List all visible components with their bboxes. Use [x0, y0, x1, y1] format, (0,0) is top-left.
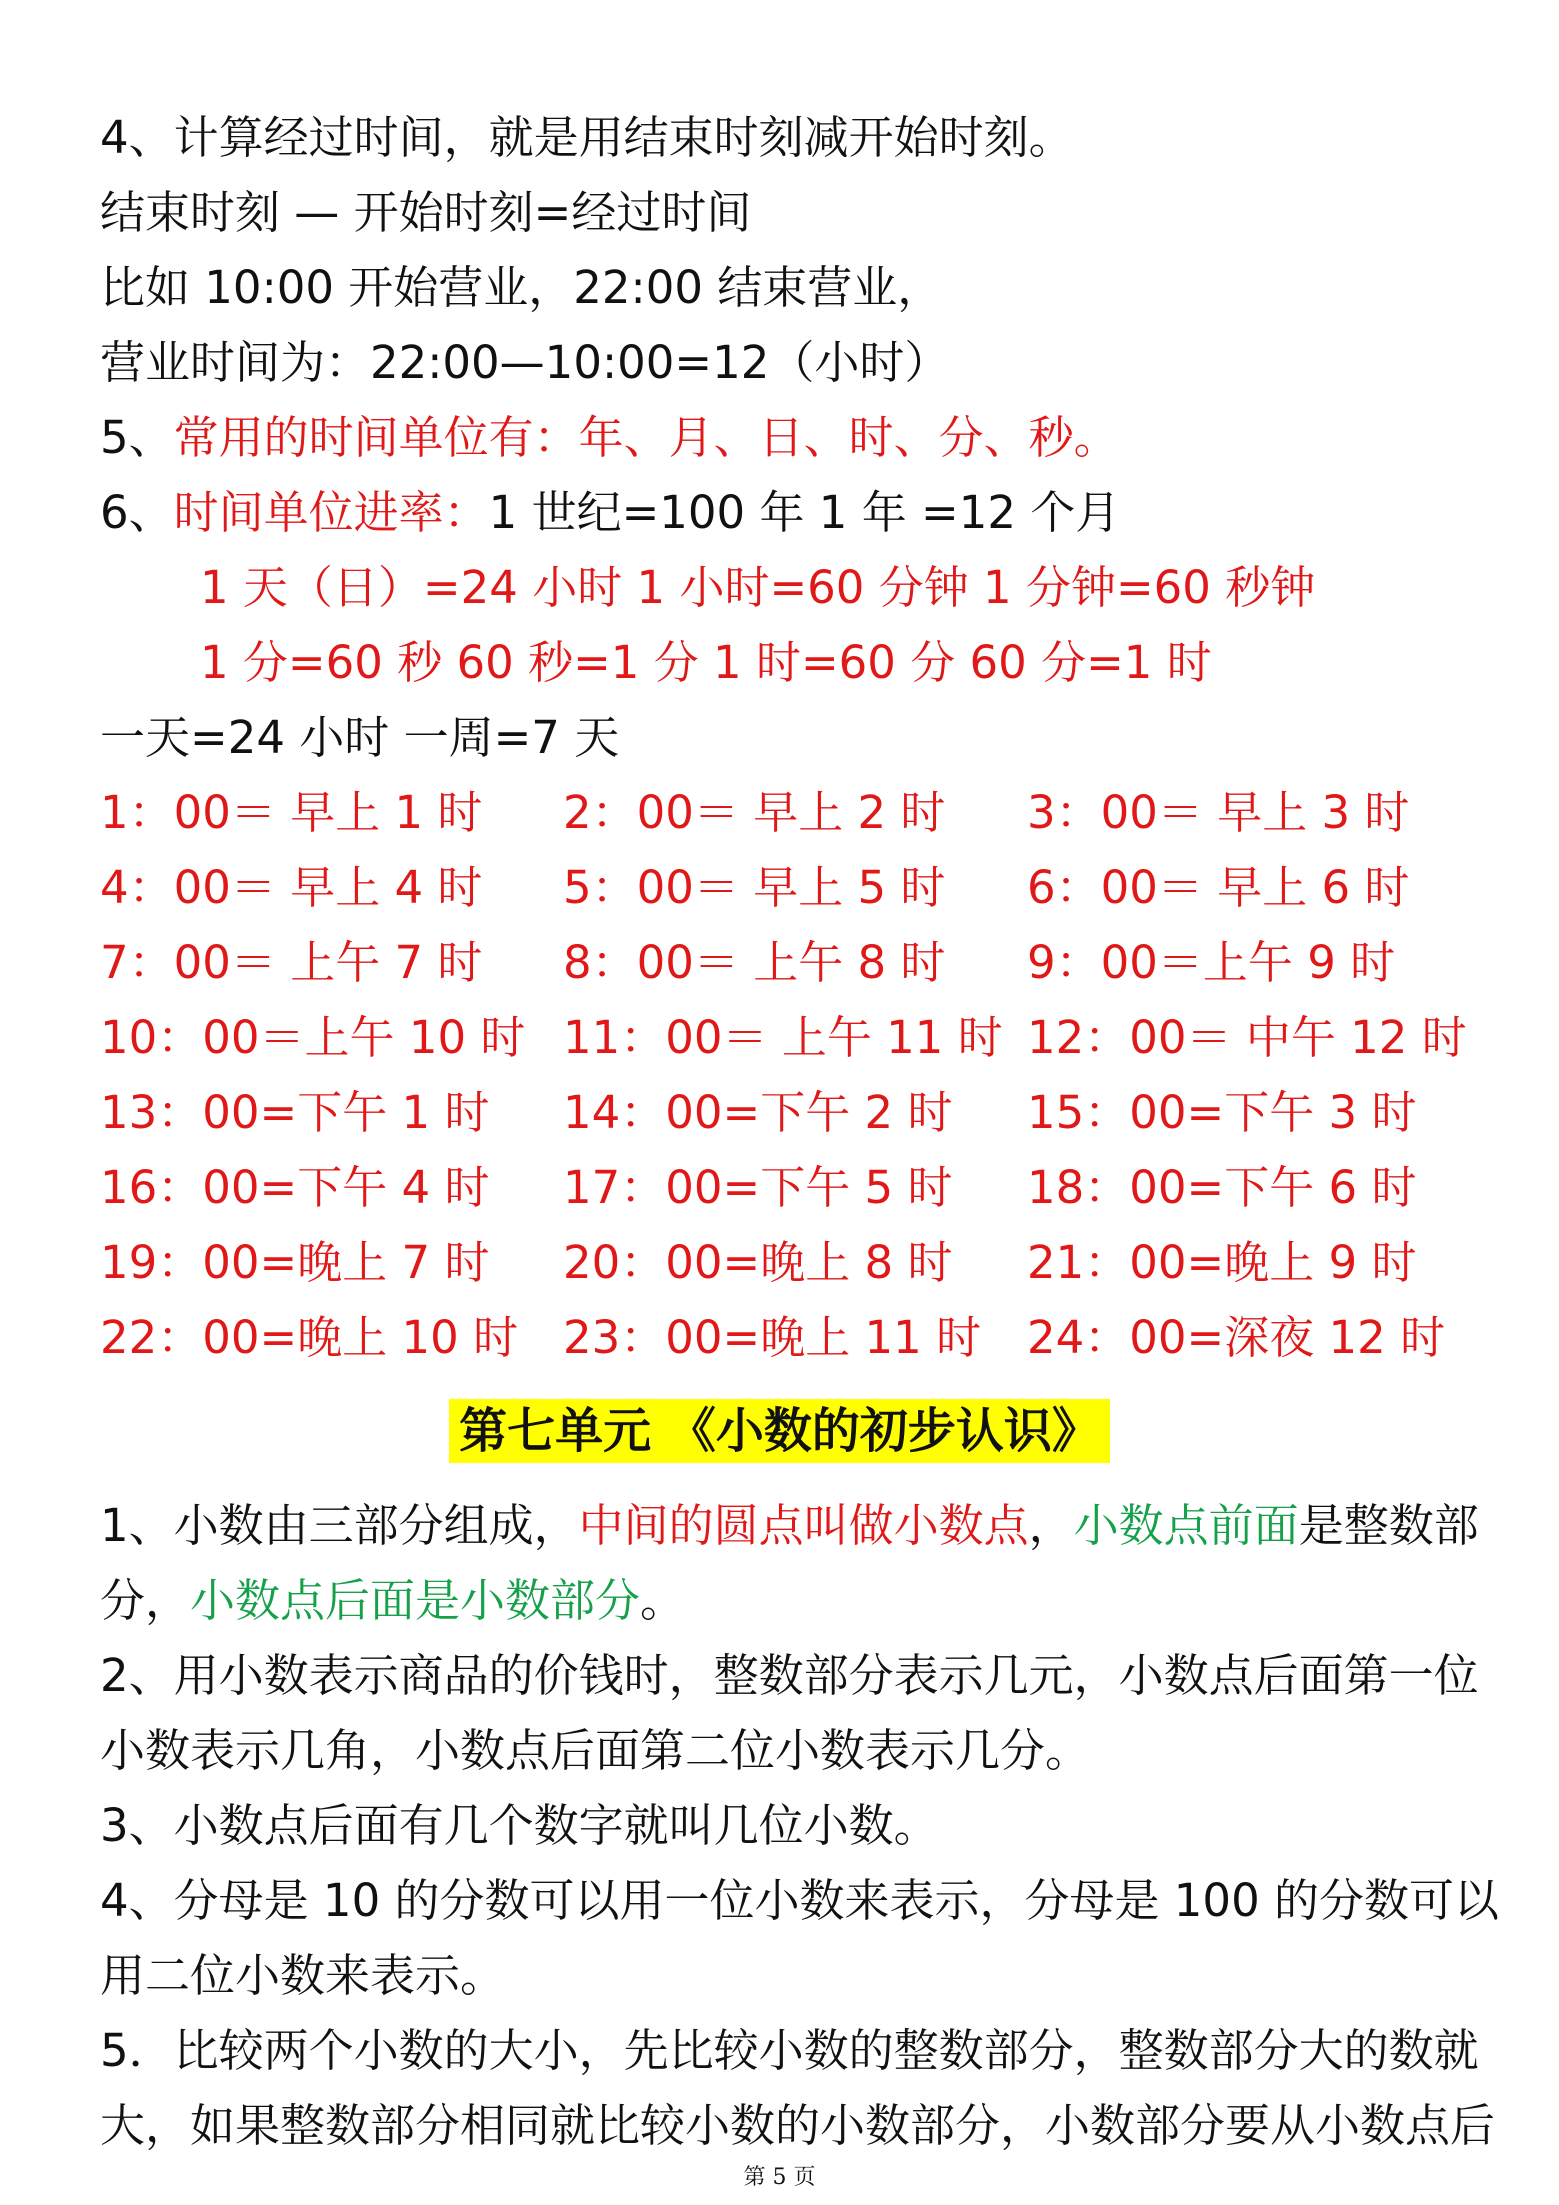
time-cell: 5：00＝ 早上 5 时 — [563, 861, 946, 914]
text-line — [100, 410, 1119, 466]
time-cell: 11：00＝ 上午 11 时 — [563, 1011, 1003, 1064]
paragraph-line: 大，如果整数部分相同就比较小数的小数部分，小数部分要从小数点后 — [100, 2099, 1496, 2152]
time-cell: 24：00=深夜 12 时 — [1027, 1311, 1446, 1364]
text-line: 营业时间为：22:00—10:00=12（小时） — [100, 336, 950, 389]
item-number: 6、 — [100, 486, 174, 539]
text-line: 比如 10:00 开始营业，22:00 结束营业， — [100, 261, 943, 314]
paragraph-line: 4、分母是 10 的分数可以用一位小数来表示，分母是 100 的分数可以 — [100, 1874, 1500, 1927]
time-cell: 19：00=晚上 7 时 — [100, 1236, 490, 1289]
text-line — [100, 485, 1120, 541]
time-cell: 17：00=下午 5 时 — [563, 1161, 953, 1214]
page-number: 第 5 页 — [743, 2165, 816, 2190]
paragraph-line: 小数表示几角，小数点后面第二位小数表示几分。 — [100, 1724, 1091, 1777]
paragraph-line: 5．比较两个小数的大小，先比较小数的整数部分，整数部分大的数就 — [100, 2024, 1479, 2077]
text-line: 一天=24 小时 一周=7 天 — [100, 711, 620, 764]
text-line: 结束时刻 — 开始时刻=经过时间 — [100, 186, 752, 239]
conversion-line: 1 天（日）=24 小时 1 小时=60 分钟 1 分钟=60 秒钟 — [200, 561, 1316, 614]
time-cell: 12：00＝ 中午 12 时 — [1027, 1011, 1467, 1064]
paragraph-line: 3、小数点后面有几个数字就叫几位小数。 — [100, 1799, 939, 1852]
time-cell: 6：00＝ 早上 6 时 — [1027, 861, 1410, 914]
time-cell: 16：00=下午 4 时 — [100, 1161, 490, 1214]
text-span: 1 世纪=100 年 1 年 =12 个月 — [488, 486, 1121, 539]
time-cell: 21：00=晚上 9 时 — [1027, 1236, 1417, 1289]
text-span: 是整数部 — [1298, 1499, 1479, 1552]
time-cell: 20：00=晚上 8 时 — [563, 1236, 953, 1289]
time-cell: 23：00=晚上 11 时 — [563, 1311, 982, 1364]
item-number: 5、 — [100, 411, 174, 464]
time-cell: 4：00＝ 早上 4 时 — [100, 861, 483, 914]
paragraph-line — [100, 1573, 685, 1629]
time-cell: 1：00＝ 早上 1 时 — [100, 786, 483, 839]
time-cell: 9：00＝上午 9 时 — [1027, 936, 1396, 989]
time-cell: 22：00=晚上 10 时 — [100, 1311, 519, 1364]
text-line: 4、计算经过时间，就是用结束时刻减开始时刻。 — [100, 111, 1074, 164]
highlight-text-green: 小数点前面 — [1073, 1499, 1299, 1552]
conversion-line: 1 分=60 秒 60 秒=1 分 1 时=60 分 60 分=1 时 — [200, 636, 1212, 689]
highlight-text: 中间的圆点叫做小数点 — [578, 1499, 1029, 1552]
time-cell: 2：00＝ 早上 2 时 — [563, 786, 946, 839]
text-span: 1、小数由三部分组成， — [100, 1499, 579, 1552]
time-cell: 8：00＝ 上午 8 时 — [563, 936, 946, 989]
time-cell: 13：00=下午 1 时 — [100, 1086, 490, 1139]
highlight-text-green: 小数点后面是小数部分 — [190, 1574, 641, 1627]
time-cell: 3：00＝ 早上 3 时 — [1027, 786, 1410, 839]
text-span: 。 — [640, 1574, 686, 1627]
time-cell: 15：00=下午 3 时 — [1027, 1086, 1417, 1139]
time-cell: 18：00=下午 6 时 — [1027, 1161, 1417, 1214]
text-span: ， — [1028, 1499, 1074, 1552]
unit-heading-text: 第七单元 《小数的初步认识》 — [449, 1399, 1110, 1463]
highlight-text: 常用的时间单位有：年、月、日、时、分、秒。 — [173, 411, 1119, 464]
unit-heading — [0, 1400, 1559, 1462]
time-cell: 10：00＝上午 10 时 — [100, 1011, 526, 1064]
time-cell: 7：00＝ 上午 7 时 — [100, 936, 483, 989]
paragraph-line — [100, 1498, 1479, 1554]
time-cell: 14：00=下午 2 时 — [563, 1086, 953, 1139]
paragraph-line: 用二位小数来表示。 — [100, 1949, 506, 2002]
highlight-text: 时间单位进率： — [173, 486, 489, 539]
text-span: 分， — [100, 1574, 191, 1627]
paragraph-line: 2、用小数表示商品的价钱时，整数部分表示几元，小数点后面第一位 — [100, 1649, 1479, 1702]
